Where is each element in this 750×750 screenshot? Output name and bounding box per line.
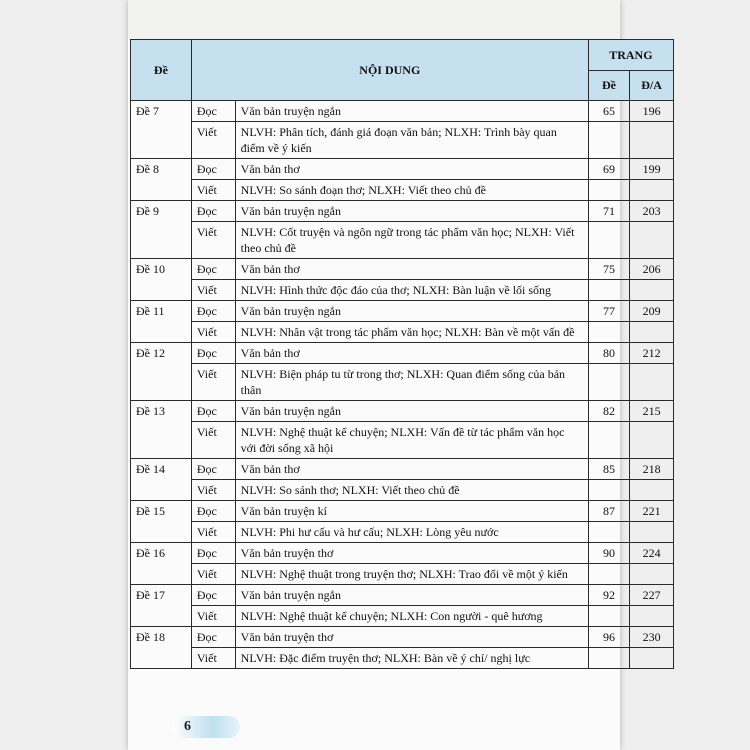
section-kind: Viết — [191, 606, 235, 627]
page-exam: 87 — [588, 501, 629, 522]
page-answer: 206 — [630, 259, 674, 280]
exam-label: Đề 14 — [131, 459, 192, 501]
table-row — [131, 364, 674, 401]
table-row — [131, 280, 674, 301]
section-kind: Viết — [191, 564, 235, 585]
section-description: Văn bản truyện kí — [235, 501, 588, 522]
page-number: 6 — [172, 716, 240, 738]
page-answer: 209 — [630, 301, 674, 322]
exam-label: Đề 15 — [131, 501, 192, 543]
page-exam — [588, 422, 629, 459]
table-row — [131, 301, 674, 322]
header-trang: TRANG — [588, 40, 673, 71]
exam-label: Đề 16 — [131, 543, 192, 585]
section-kind: Viết — [191, 280, 235, 301]
section-description: Văn bản truyện thơ — [235, 543, 588, 564]
section-description: Văn bản truyện thơ — [235, 627, 588, 648]
section-description: NLVH: Cốt truyện và ngôn ngữ trong tác phẩm văn học; NLXH: Viết theo chủ đề — [235, 222, 588, 259]
page-exam: 71 — [588, 201, 629, 222]
page-exam — [588, 564, 629, 585]
table-row — [131, 543, 674, 564]
page-exam — [588, 480, 629, 501]
page-exam — [588, 364, 629, 401]
section-kind: Đọc — [191, 543, 235, 564]
section-description: Văn bản truyện ngắn — [235, 301, 588, 322]
page-answer — [630, 222, 674, 259]
section-kind: Đọc — [191, 101, 235, 122]
section-description: NLVH: Hình thức độc đáo của thơ; NLXH: Bàn luận về lối sống — [235, 280, 588, 301]
page-answer: 227 — [630, 585, 674, 606]
toc-body — [131, 101, 674, 669]
page-exam: 69 — [588, 159, 629, 180]
page-answer: 230 — [630, 627, 674, 648]
exam-label: Đề 12 — [131, 343, 192, 401]
table-row — [131, 159, 674, 180]
page-answer — [630, 648, 674, 669]
page-exam — [588, 322, 629, 343]
page-answer — [630, 606, 674, 627]
section-description: Văn bản truyện ngắn — [235, 401, 588, 422]
page-exam — [588, 122, 629, 159]
table-row — [131, 259, 674, 280]
page-answer: 199 — [630, 159, 674, 180]
page-answer: 212 — [630, 343, 674, 364]
table-row — [131, 459, 674, 480]
section-kind: Viết — [191, 480, 235, 501]
table-row — [131, 564, 674, 585]
page-answer — [630, 564, 674, 585]
page-answer — [630, 180, 674, 201]
table-row — [131, 222, 674, 259]
table-row — [131, 401, 674, 422]
header-trang-da: Đ/A — [630, 70, 674, 101]
page-answer — [630, 322, 674, 343]
section-description: Văn bản truyện ngắn — [235, 101, 588, 122]
page-answer: 203 — [630, 201, 674, 222]
section-description: Văn bản truyện ngắn — [235, 585, 588, 606]
section-kind: Viết — [191, 322, 235, 343]
table-row — [131, 648, 674, 669]
page-answer — [630, 280, 674, 301]
page-exam: 75 — [588, 259, 629, 280]
section-description: NLVH: Nghệ thuật kể chuyện; NLXH: Con người - quê hương — [235, 606, 588, 627]
section-description: Văn bản thơ — [235, 259, 588, 280]
section-description: NLVH: Nghệ thuật trong truyện thơ; NLXH: Trao đổi về một ý kiến — [235, 564, 588, 585]
table-row — [131, 101, 674, 122]
section-kind: Đọc — [191, 585, 235, 606]
exam-label: Đề 18 — [131, 627, 192, 669]
page-exam — [588, 648, 629, 669]
book-page — [128, 0, 662, 750]
page-answer — [630, 364, 674, 401]
page-answer: 218 — [630, 459, 674, 480]
exam-label: Đề 8 — [131, 159, 192, 201]
table-row — [131, 343, 674, 364]
page-answer: 221 — [630, 501, 674, 522]
table-row — [131, 606, 674, 627]
section-kind: Đọc — [191, 459, 235, 480]
header-de: Đề — [131, 40, 192, 101]
section-kind: Đọc — [191, 501, 235, 522]
page-answer — [630, 422, 674, 459]
exam-label: Đề 11 — [131, 301, 192, 343]
exam-label: Đề 17 — [131, 585, 192, 627]
exam-label: Đề 13 — [131, 401, 192, 459]
table-row — [131, 585, 674, 606]
table-row — [131, 522, 674, 543]
section-description: Văn bản thơ — [235, 159, 588, 180]
page-exam — [588, 280, 629, 301]
page-exam: 65 — [588, 101, 629, 122]
exam-label: Đề 9 — [131, 201, 192, 259]
table-row — [131, 480, 674, 501]
page-exam: 77 — [588, 301, 629, 322]
header-trang-de: Đề — [588, 70, 629, 101]
section-kind: Viết — [191, 522, 235, 543]
section-kind: Viết — [191, 222, 235, 259]
section-kind: Đọc — [191, 627, 235, 648]
section-description: NLVH: Đặc điểm truyện thơ; NLXH: Bàn về ý chí/ nghị lực — [235, 648, 588, 669]
section-description: NLVH: Phân tích, đánh giá đoạn văn bản; NLXH: Trình bày quan điểm về ý kiến — [235, 122, 588, 159]
section-description: NLVH: So sánh thơ; NLXH: Viết theo chủ đề — [235, 480, 588, 501]
page-answer — [630, 522, 674, 543]
table-row — [131, 627, 674, 648]
section-description: NLVH: Biện pháp tu từ trong thơ; NLXH: Quan điểm sống của bản thân — [235, 364, 588, 401]
page-exam: 90 — [588, 543, 629, 564]
page-answer: 224 — [630, 543, 674, 564]
table-row — [131, 422, 674, 459]
section-description: NLVH: Nghệ thuật kể chuyện; NLXH: Vấn đề từ tác phẩm văn học với đời sống xã hội — [235, 422, 588, 459]
section-kind: Viết — [191, 422, 235, 459]
page-answer: 196 — [630, 101, 674, 122]
page-exam — [588, 222, 629, 259]
page-exam — [588, 180, 629, 201]
exam-label: Đề 10 — [131, 259, 192, 301]
table-row — [131, 322, 674, 343]
section-description: NLVH: Phi hư cấu và hư cấu; NLXH: Lòng yêu nước — [235, 522, 588, 543]
section-kind: Viết — [191, 180, 235, 201]
page-answer: 215 — [630, 401, 674, 422]
section-kind: Đọc — [191, 343, 235, 364]
page-exam: 96 — [588, 627, 629, 648]
header-noi-dung: NỘI DUNG — [191, 40, 588, 101]
section-kind: Đọc — [191, 401, 235, 422]
section-kind: Đọc — [191, 301, 235, 322]
table-row — [131, 180, 674, 201]
section-kind: Đọc — [191, 159, 235, 180]
section-kind: Viết — [191, 364, 235, 401]
section-kind: Viết — [191, 648, 235, 669]
page-exam: 85 — [588, 459, 629, 480]
page-answer — [630, 480, 674, 501]
page-answer — [630, 122, 674, 159]
page-exam — [588, 606, 629, 627]
section-description: NLVH: Nhân vật trong tác phẩm văn học; NLXH: Bàn về một vấn đề — [235, 322, 588, 343]
section-kind: Viết — [191, 122, 235, 159]
page-exam: 80 — [588, 343, 629, 364]
table-row — [131, 122, 674, 159]
section-description: Văn bản thơ — [235, 343, 588, 364]
page-exam — [588, 522, 629, 543]
page-top-margin — [128, 0, 620, 40]
section-description: NLVH: So sánh đoạn thơ; NLXH: Viết theo chủ đề — [235, 180, 588, 201]
table-row — [131, 501, 674, 522]
table-row — [131, 201, 674, 222]
section-kind: Đọc — [191, 259, 235, 280]
section-kind: Đọc — [191, 201, 235, 222]
exam-label: Đề 7 — [131, 101, 192, 159]
table-of-contents — [130, 39, 674, 669]
page-exam: 82 — [588, 401, 629, 422]
section-description: Văn bản truyện ngắn — [235, 201, 588, 222]
page-exam: 92 — [588, 585, 629, 606]
section-description: Văn bản thơ — [235, 459, 588, 480]
